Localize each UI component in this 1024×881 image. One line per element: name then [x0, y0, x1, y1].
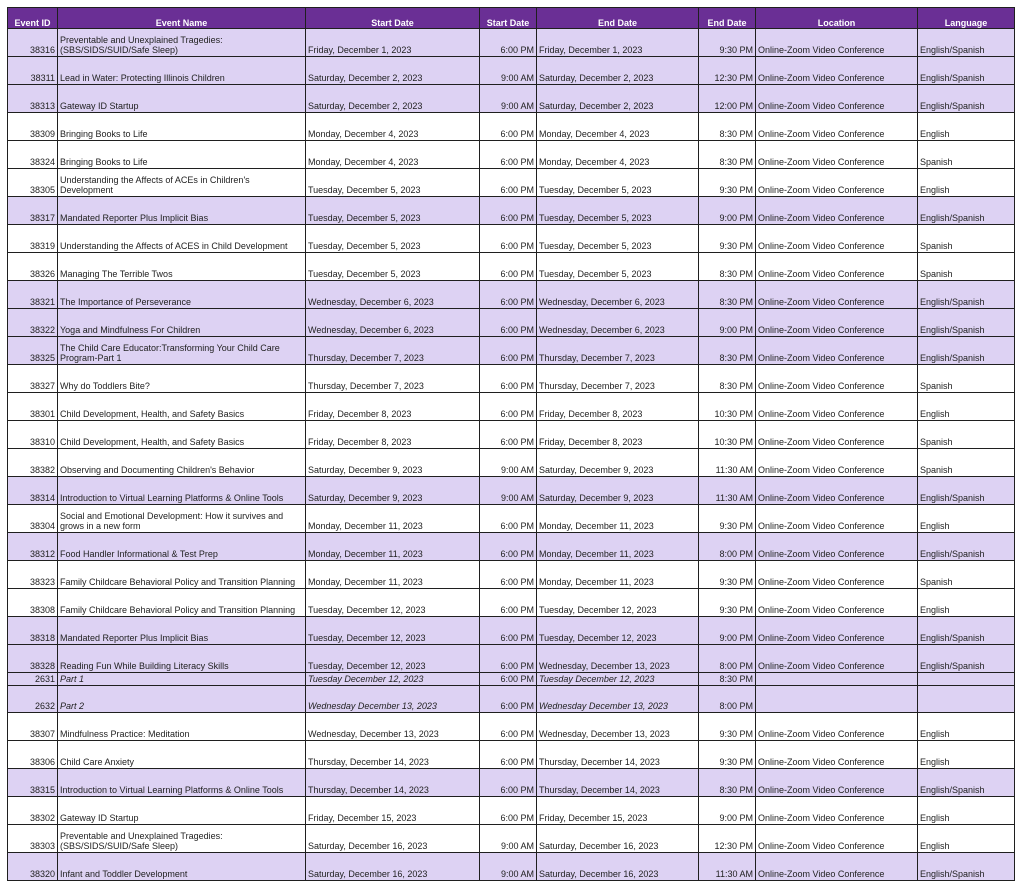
cell-event-name[interactable]: Child Care Anxiety — [58, 741, 306, 769]
cell-end-date[interactable]: Friday, December 15, 2023 — [537, 797, 699, 825]
cell-start-time[interactable]: 6:00 PM — [480, 686, 537, 713]
table-row[interactable] — [8, 853, 1015, 881]
cell-event-id[interactable]: 2631 — [8, 673, 58, 686]
cell-end-time[interactable]: 9:30 PM — [699, 713, 756, 741]
cell-event-id[interactable]: 38328 — [8, 645, 58, 673]
cell-event-id[interactable]: 38312 — [8, 533, 58, 561]
table-row[interactable] — [8, 113, 1015, 141]
cell-start-date[interactable]: Tuesday December 12, 2023 — [306, 673, 480, 686]
cell-event-id[interactable]: 38325 — [8, 337, 58, 365]
cell-language[interactable] — [918, 673, 1015, 686]
cell-language[interactable]: English/Spanish — [918, 29, 1015, 57]
table-row[interactable] — [8, 141, 1015, 169]
cell-language[interactable]: English/Spanish — [918, 617, 1015, 645]
cell-end-date[interactable]: Saturday, December 9, 2023 — [537, 449, 699, 477]
cell-event-id[interactable]: 38302 — [8, 797, 58, 825]
cell-event-name[interactable]: Introduction to Virtual Learning Platforms & Online Tools — [58, 477, 306, 505]
cell-event-name[interactable]: Mindfulness Practice: Meditation — [58, 713, 306, 741]
cell-end-time[interactable]: 8:30 PM — [699, 141, 756, 169]
cell-end-date[interactable]: Tuesday December 12, 2023 — [537, 673, 699, 686]
table-row[interactable] — [8, 477, 1015, 505]
cell-end-date[interactable]: Tuesday, December 12, 2023 — [537, 617, 699, 645]
cell-event-name[interactable]: Bringing Books to Life — [58, 141, 306, 169]
cell-start-time[interactable]: 9:00 AM — [480, 57, 537, 85]
cell-end-time[interactable]: 8:30 PM — [699, 113, 756, 141]
cell-end-date[interactable]: Wednesday, December 6, 2023 — [537, 281, 699, 309]
cell-end-time[interactable]: 9:30 PM — [699, 505, 756, 533]
cell-start-date[interactable]: Monday, December 4, 2023 — [306, 113, 480, 141]
cell-language[interactable]: Spanish — [918, 225, 1015, 253]
cell-end-time[interactable]: 12:30 PM — [699, 57, 756, 85]
cell-event-name[interactable]: Child Development, Health, and Safety Basics — [58, 421, 306, 449]
cell-location[interactable] — [756, 673, 918, 686]
cell-end-time[interactable]: 9:00 PM — [699, 617, 756, 645]
cell-event-id[interactable]: 38313 — [8, 85, 58, 113]
col-header-event-name[interactable]: Event Name — [58, 8, 306, 29]
cell-event-name[interactable]: Yoga and Mindfulness For Children — [58, 309, 306, 337]
cell-location[interactable]: Online-Zoom Video Conference — [756, 533, 918, 561]
cell-end-date[interactable]: Monday, December 11, 2023 — [537, 561, 699, 589]
cell-event-name[interactable]: Reading Fun While Building Literacy Skills — [58, 645, 306, 673]
cell-event-name[interactable]: Family Childcare Behavioral Policy and Transition Planning — [58, 561, 306, 589]
cell-start-date[interactable]: Friday, December 15, 2023 — [306, 797, 480, 825]
cell-event-name[interactable]: Mandated Reporter Plus Implicit Bias — [58, 617, 306, 645]
table-row[interactable] — [8, 197, 1015, 225]
cell-location[interactable]: Online-Zoom Video Conference — [756, 29, 918, 57]
cell-location[interactable]: Online-Zoom Video Conference — [756, 169, 918, 197]
cell-location[interactable]: Online-Zoom Video Conference — [756, 645, 918, 673]
cell-location[interactable]: Online-Zoom Video Conference — [756, 561, 918, 589]
cell-language[interactable]: Spanish — [918, 253, 1015, 281]
cell-start-date[interactable]: Saturday, December 2, 2023 — [306, 85, 480, 113]
table-row[interactable] — [8, 253, 1015, 281]
cell-end-date[interactable]: Friday, December 8, 2023 — [537, 421, 699, 449]
cell-end-date[interactable]: Tuesday, December 5, 2023 — [537, 197, 699, 225]
cell-start-time[interactable]: 6:00 PM — [480, 617, 537, 645]
cell-end-time[interactable]: 12:30 PM — [699, 825, 756, 853]
table-row[interactable] — [8, 673, 1015, 686]
cell-language[interactable]: English/Spanish — [918, 57, 1015, 85]
cell-end-date[interactable]: Monday, December 4, 2023 — [537, 113, 699, 141]
cell-start-date[interactable]: Monday, December 4, 2023 — [306, 141, 480, 169]
cell-event-name[interactable]: Introduction to Virtual Learning Platforms & Online Tools — [58, 769, 306, 797]
cell-language[interactable] — [918, 686, 1015, 713]
cell-start-date[interactable]: Saturday, December 16, 2023 — [306, 853, 480, 881]
cell-event-name[interactable]: The Child Care Educator:Transforming Your Child Care Program-Part 1 — [58, 337, 306, 365]
cell-event-id[interactable]: 38304 — [8, 505, 58, 533]
cell-location[interactable]: Online-Zoom Video Conference — [756, 741, 918, 769]
cell-end-date[interactable]: Monday, December 4, 2023 — [537, 141, 699, 169]
cell-event-name[interactable]: Understanding the Affects of ACES in Child Development — [58, 225, 306, 253]
col-header-language[interactable]: Language — [918, 8, 1015, 29]
cell-start-time[interactable]: 6:00 PM — [480, 197, 537, 225]
cell-language[interactable]: English/Spanish — [918, 853, 1015, 881]
cell-start-date[interactable]: Friday, December 8, 2023 — [306, 393, 480, 421]
cell-location[interactable]: Online-Zoom Video Conference — [756, 617, 918, 645]
cell-location[interactable]: Online-Zoom Video Conference — [756, 769, 918, 797]
table-row[interactable] — [8, 686, 1015, 713]
table-row[interactable] — [8, 29, 1015, 57]
table-row[interactable] — [8, 281, 1015, 309]
cell-start-date[interactable]: Tuesday, December 12, 2023 — [306, 645, 480, 673]
cell-end-time[interactable]: 9:30 PM — [699, 29, 756, 57]
table-header — [8, 8, 1015, 29]
cell-language[interactable]: English — [918, 713, 1015, 741]
cell-end-time[interactable]: 9:30 PM — [699, 741, 756, 769]
cell-start-time[interactable]: 6:00 PM — [480, 421, 537, 449]
cell-event-id[interactable]: 38309 — [8, 113, 58, 141]
cell-language[interactable]: English — [918, 825, 1015, 853]
cell-location[interactable] — [756, 686, 918, 713]
cell-start-time[interactable]: 6:00 PM — [480, 281, 537, 309]
cell-language[interactable]: English/Spanish — [918, 477, 1015, 505]
cell-end-date[interactable]: Tuesday, December 5, 2023 — [537, 169, 699, 197]
col-header-event-id[interactable]: Event ID — [8, 8, 58, 29]
cell-event-name[interactable]: Child Development, Health, and Safety Basics — [58, 393, 306, 421]
cell-event-name[interactable]: Preventable and Unexplained Tragedies: (SBS/SIDS/SUID/Safe Sleep) — [58, 29, 306, 57]
cell-start-time[interactable]: 9:00 AM — [480, 477, 537, 505]
cell-event-id[interactable]: 38382 — [8, 449, 58, 477]
table-row[interactable] — [8, 589, 1015, 617]
col-header-start-time[interactable]: Start Date — [480, 8, 537, 29]
table-body — [8, 29, 1015, 881]
cell-event-name[interactable]: Family Childcare Behavioral Policy and Transition Planning — [58, 589, 306, 617]
cell-end-date[interactable]: Monday, December 11, 2023 — [537, 505, 699, 533]
cell-event-id[interactable]: 38308 — [8, 589, 58, 617]
cell-end-date[interactable]: Tuesday, December 5, 2023 — [537, 225, 699, 253]
col-header-end-time[interactable]: End Date — [699, 8, 756, 29]
cell-location[interactable]: Online-Zoom Video Conference — [756, 197, 918, 225]
cell-location[interactable]: Online-Zoom Video Conference — [756, 505, 918, 533]
cell-start-time[interactable]: 6:00 PM — [480, 561, 537, 589]
cell-location[interactable]: Online-Zoom Video Conference — [756, 713, 918, 741]
cell-start-date[interactable]: Wednesday December 13, 2023 — [306, 686, 480, 713]
cell-start-time[interactable]: 6:00 PM — [480, 169, 537, 197]
cell-end-date[interactable]: Wednesday, December 6, 2023 — [537, 309, 699, 337]
events-spreadsheet — [7, 7, 1015, 881]
cell-end-date[interactable]: Thursday, December 14, 2023 — [537, 741, 699, 769]
cell-start-time[interactable]: 6:00 PM — [480, 589, 537, 617]
table-row[interactable] — [8, 421, 1015, 449]
cell-start-time[interactable]: 6:00 PM — [480, 365, 537, 393]
cell-end-date[interactable]: Thursday, December 7, 2023 — [537, 337, 699, 365]
cell-end-time[interactable]: 10:30 PM — [699, 393, 756, 421]
cell-end-time[interactable]: 8:30 PM — [699, 337, 756, 365]
cell-location[interactable]: Online-Zoom Video Conference — [756, 337, 918, 365]
col-header-end-date[interactable]: End Date — [537, 8, 699, 29]
cell-end-time[interactable]: 8:30 PM — [699, 253, 756, 281]
table-row[interactable] — [8, 797, 1015, 825]
cell-event-id[interactable]: 38305 — [8, 169, 58, 197]
cell-end-time[interactable]: 9:30 PM — [699, 589, 756, 617]
cell-end-time[interactable]: 11:30 AM — [699, 449, 756, 477]
table-row[interactable] — [8, 741, 1015, 769]
cell-start-date[interactable]: Tuesday, December 12, 2023 — [306, 589, 480, 617]
cell-location[interactable]: Online-Zoom Video Conference — [756, 421, 918, 449]
cell-location[interactable]: Online-Zoom Video Conference — [756, 141, 918, 169]
cell-start-date[interactable]: Saturday, December 2, 2023 — [306, 57, 480, 85]
header-row — [8, 8, 1015, 29]
table-row[interactable] — [8, 309, 1015, 337]
cell-start-date[interactable]: Thursday, December 7, 2023 — [306, 365, 480, 393]
cell-end-time[interactable]: 11:30 AM — [699, 853, 756, 881]
cell-language[interactable]: English — [918, 169, 1015, 197]
cell-start-time[interactable]: 9:00 AM — [480, 853, 537, 881]
cell-end-time[interactable]: 10:30 PM — [699, 421, 756, 449]
cell-event-id[interactable]: 38318 — [8, 617, 58, 645]
cell-end-time[interactable]: 8:30 PM — [699, 365, 756, 393]
cell-event-name[interactable]: Lead in Water: Protecting Illinois Children — [58, 57, 306, 85]
cell-event-id[interactable]: 38311 — [8, 57, 58, 85]
cell-start-date[interactable]: Tuesday, December 5, 2023 — [306, 253, 480, 281]
cell-start-date[interactable]: Monday, December 11, 2023 — [306, 561, 480, 589]
cell-end-date[interactable]: Wednesday December 13, 2023 — [537, 686, 699, 713]
cell-event-id[interactable]: 38317 — [8, 197, 58, 225]
cell-location[interactable]: Online-Zoom Video Conference — [756, 853, 918, 881]
cell-start-time[interactable]: 6:00 PM — [480, 645, 537, 673]
cell-location[interactable]: Online-Zoom Video Conference — [756, 589, 918, 617]
cell-start-time[interactable]: 6:00 PM — [480, 797, 537, 825]
cell-language[interactable]: English/Spanish — [918, 337, 1015, 365]
cell-end-date[interactable]: Thursday, December 14, 2023 — [537, 769, 699, 797]
cell-language[interactable]: Spanish — [918, 141, 1015, 169]
cell-language[interactable]: English/Spanish — [918, 309, 1015, 337]
cell-language[interactable]: English — [918, 797, 1015, 825]
cell-event-id[interactable]: 38301 — [8, 393, 58, 421]
table-row[interactable] — [8, 225, 1015, 253]
table-row[interactable] — [8, 85, 1015, 113]
cell-event-name[interactable]: Bringing Books to Life — [58, 113, 306, 141]
cell-event-id[interactable]: 38315 — [8, 769, 58, 797]
table-row[interactable] — [8, 505, 1015, 533]
cell-start-time[interactable]: 9:00 AM — [480, 825, 537, 853]
cell-start-time[interactable]: 6:00 PM — [480, 505, 537, 533]
cell-start-time[interactable]: 6:00 PM — [480, 673, 537, 686]
table-row[interactable] — [8, 713, 1015, 741]
cell-event-name[interactable]: Infant and Toddler Development — [58, 853, 306, 881]
cell-location[interactable]: Online-Zoom Video Conference — [756, 477, 918, 505]
table-row[interactable] — [8, 645, 1015, 673]
cell-location[interactable]: Online-Zoom Video Conference — [756, 253, 918, 281]
col-header-location[interactable]: Location — [756, 8, 918, 29]
cell-start-date[interactable]: Monday, December 11, 2023 — [306, 505, 480, 533]
cell-start-time[interactable]: 6:00 PM — [480, 309, 537, 337]
cell-event-name[interactable]: The Importance of Perseverance — [58, 281, 306, 309]
cell-start-time[interactable]: 6:00 PM — [480, 533, 537, 561]
cell-event-id[interactable]: 38326 — [8, 253, 58, 281]
table-row[interactable] — [8, 169, 1015, 197]
cell-end-date[interactable]: Tuesday, December 5, 2023 — [537, 253, 699, 281]
cell-start-date[interactable]: Saturday, December 16, 2023 — [306, 825, 480, 853]
cell-start-date[interactable]: Thursday, December 14, 2023 — [306, 741, 480, 769]
cell-start-time[interactable]: 6:00 PM — [480, 225, 537, 253]
cell-location[interactable]: Online-Zoom Video Conference — [756, 225, 918, 253]
cell-start-date[interactable]: Wednesday, December 13, 2023 — [306, 713, 480, 741]
cell-end-time[interactable]: 9:00 PM — [699, 309, 756, 337]
cell-end-time[interactable]: 8:00 PM — [699, 645, 756, 673]
cell-end-time[interactable]: 9:30 PM — [699, 225, 756, 253]
cell-start-date[interactable]: Friday, December 1, 2023 — [306, 29, 480, 57]
cell-location[interactable]: Online-Zoom Video Conference — [756, 57, 918, 85]
cell-start-time[interactable]: 6:00 PM — [480, 337, 537, 365]
cell-event-id[interactable]: 38322 — [8, 309, 58, 337]
cell-start-time[interactable]: 6:00 PM — [480, 253, 537, 281]
cell-location[interactable]: Online-Zoom Video Conference — [756, 393, 918, 421]
cell-event-name[interactable]: Understanding the Affects of ACEs in Children's Development — [58, 169, 306, 197]
cell-event-name[interactable]: Managing The Terrible Twos — [58, 253, 306, 281]
cell-start-date[interactable]: Tuesday, December 5, 2023 — [306, 169, 480, 197]
cell-event-id[interactable]: 38321 — [8, 281, 58, 309]
cell-start-time[interactable]: 6:00 PM — [480, 29, 537, 57]
cell-location[interactable]: Online-Zoom Video Conference — [756, 309, 918, 337]
cell-event-name[interactable]: Food Handler Informational & Test Prep — [58, 533, 306, 561]
cell-end-date[interactable]: Saturday, December 2, 2023 — [537, 85, 699, 113]
cell-location[interactable]: Online-Zoom Video Conference — [756, 85, 918, 113]
cell-end-time[interactable]: 9:00 PM — [699, 197, 756, 225]
table-row[interactable] — [8, 393, 1015, 421]
cell-end-time[interactable]: 9:30 PM — [699, 561, 756, 589]
table-row[interactable] — [8, 561, 1015, 589]
cell-location[interactable]: Online-Zoom Video Conference — [756, 281, 918, 309]
cell-end-time[interactable]: 11:30 AM — [699, 477, 756, 505]
table-row[interactable] — [8, 57, 1015, 85]
cell-language[interactable]: English/Spanish — [918, 197, 1015, 225]
cell-language[interactable]: Spanish — [918, 561, 1015, 589]
cell-start-date[interactable]: Saturday, December 9, 2023 — [306, 477, 480, 505]
cell-language[interactable]: English — [918, 589, 1015, 617]
cell-start-date[interactable]: Friday, December 8, 2023 — [306, 421, 480, 449]
table-row[interactable] — [8, 365, 1015, 393]
cell-event-name[interactable]: Gateway ID Startup — [58, 85, 306, 113]
cell-event-name[interactable]: Mandated Reporter Plus Implicit Bias — [58, 197, 306, 225]
cell-event-name[interactable]: Preventable and Unexplained Tragedies: (SBS/SIDS/SUID/Safe Sleep) — [58, 825, 306, 853]
cell-event-id[interactable]: 2632 — [8, 686, 58, 713]
cell-event-id[interactable]: 38327 — [8, 365, 58, 393]
cell-start-date[interactable]: Monday, December 11, 2023 — [306, 533, 480, 561]
cell-end-date[interactable]: Friday, December 1, 2023 — [537, 29, 699, 57]
cell-language[interactable]: English/Spanish — [918, 645, 1015, 673]
cell-event-id[interactable]: 38316 — [8, 29, 58, 57]
cell-language[interactable]: English/Spanish — [918, 85, 1015, 113]
cell-start-time[interactable]: 6:00 PM — [480, 741, 537, 769]
cell-end-date[interactable]: Tuesday, December 12, 2023 — [537, 589, 699, 617]
cell-event-name[interactable]: Part 1 — [58, 673, 306, 686]
cell-end-time[interactable]: 9:30 PM — [699, 169, 756, 197]
cell-event-id[interactable]: 38307 — [8, 713, 58, 741]
cell-language[interactable]: English/Spanish — [918, 281, 1015, 309]
cell-location[interactable]: Online-Zoom Video Conference — [756, 825, 918, 853]
cell-end-date[interactable]: Thursday, December 7, 2023 — [537, 365, 699, 393]
cell-start-time[interactable]: 6:00 PM — [480, 393, 537, 421]
cell-start-time[interactable]: 6:00 PM — [480, 769, 537, 797]
cell-language[interactable]: English — [918, 741, 1015, 769]
cell-end-date[interactable]: Wednesday, December 13, 2023 — [537, 713, 699, 741]
cell-end-date[interactable]: Monday, December 11, 2023 — [537, 533, 699, 561]
cell-end-date[interactable]: Saturday, December 16, 2023 — [537, 825, 699, 853]
cell-language[interactable]: Spanish — [918, 421, 1015, 449]
cell-language[interactable]: Spanish — [918, 365, 1015, 393]
cell-start-date[interactable]: Saturday, December 9, 2023 — [306, 449, 480, 477]
cell-event-name[interactable]: Part 2 — [58, 686, 306, 713]
cell-start-date[interactable]: Tuesday, December 12, 2023 — [306, 617, 480, 645]
cell-event-name[interactable]: Gateway ID Startup — [58, 797, 306, 825]
cell-event-id[interactable]: 38303 — [8, 825, 58, 853]
cell-start-time[interactable]: 9:00 AM — [480, 449, 537, 477]
cell-start-date[interactable]: Thursday, December 7, 2023 — [306, 337, 480, 365]
cell-start-date[interactable]: Wednesday, December 6, 2023 — [306, 309, 480, 337]
cell-end-date[interactable]: Friday, December 8, 2023 — [537, 393, 699, 421]
cell-end-time[interactable]: 9:00 PM — [699, 797, 756, 825]
cell-start-date[interactable]: Tuesday, December 5, 2023 — [306, 225, 480, 253]
table-row[interactable] — [8, 769, 1015, 797]
cell-end-date[interactable]: Saturday, December 9, 2023 — [537, 477, 699, 505]
cell-end-time[interactable]: 8:00 PM — [699, 533, 756, 561]
cell-end-date[interactable]: Saturday, December 16, 2023 — [537, 853, 699, 881]
cell-language[interactable]: English — [918, 113, 1015, 141]
table-row[interactable] — [8, 337, 1015, 365]
cell-language[interactable]: English/Spanish — [918, 533, 1015, 561]
col-header-start-date[interactable]: Start Date — [306, 8, 480, 29]
cell-event-id[interactable]: 38324 — [8, 141, 58, 169]
cell-event-name[interactable]: Social and Emotional Development: How it survives and grows in a new form — [58, 505, 306, 533]
cell-start-time[interactable]: 9:00 AM — [480, 85, 537, 113]
cell-event-id[interactable]: 38320 — [8, 853, 58, 881]
cell-language[interactable]: Spanish — [918, 449, 1015, 477]
cell-end-time[interactable]: 8:00 PM — [699, 686, 756, 713]
cell-end-time[interactable]: 12:00 PM — [699, 85, 756, 113]
cell-start-date[interactable]: Wednesday, December 6, 2023 — [306, 281, 480, 309]
cell-location[interactable]: Online-Zoom Video Conference — [756, 113, 918, 141]
cell-end-date[interactable]: Saturday, December 2, 2023 — [537, 57, 699, 85]
cell-end-time[interactable]: 8:30 PM — [699, 281, 756, 309]
table-row[interactable] — [8, 825, 1015, 853]
cell-event-id[interactable]: 38319 — [8, 225, 58, 253]
cell-start-time[interactable]: 6:00 PM — [480, 713, 537, 741]
cell-end-date[interactable]: Wednesday, December 13, 2023 — [537, 645, 699, 673]
table-row[interactable] — [8, 617, 1015, 645]
cell-end-time[interactable]: 8:30 PM — [699, 769, 756, 797]
cell-event-id[interactable]: 38310 — [8, 421, 58, 449]
events-table — [7, 7, 1015, 881]
cell-event-name[interactable]: Observing and Documenting Children's Behavior — [58, 449, 306, 477]
cell-language[interactable]: English — [918, 393, 1015, 421]
cell-event-id[interactable]: 38314 — [8, 477, 58, 505]
cell-location[interactable]: Online-Zoom Video Conference — [756, 449, 918, 477]
cell-language[interactable]: English/Spanish — [918, 769, 1015, 797]
cell-start-date[interactable]: Tuesday, December 5, 2023 — [306, 197, 480, 225]
cell-end-time[interactable]: 8:30 PM — [699, 673, 756, 686]
cell-event-id[interactable]: 38323 — [8, 561, 58, 589]
cell-event-name[interactable]: Why do Toddlers Bite? — [58, 365, 306, 393]
cell-start-time[interactable]: 6:00 PM — [480, 141, 537, 169]
cell-event-id[interactable]: 38306 — [8, 741, 58, 769]
cell-start-date[interactable]: Thursday, December 14, 2023 — [306, 769, 480, 797]
table-row[interactable] — [8, 533, 1015, 561]
table-row[interactable] — [8, 449, 1015, 477]
cell-location[interactable]: Online-Zoom Video Conference — [756, 797, 918, 825]
cell-language[interactable]: English — [918, 505, 1015, 533]
cell-start-time[interactable]: 6:00 PM — [480, 113, 537, 141]
cell-location[interactable]: Online-Zoom Video Conference — [756, 365, 918, 393]
